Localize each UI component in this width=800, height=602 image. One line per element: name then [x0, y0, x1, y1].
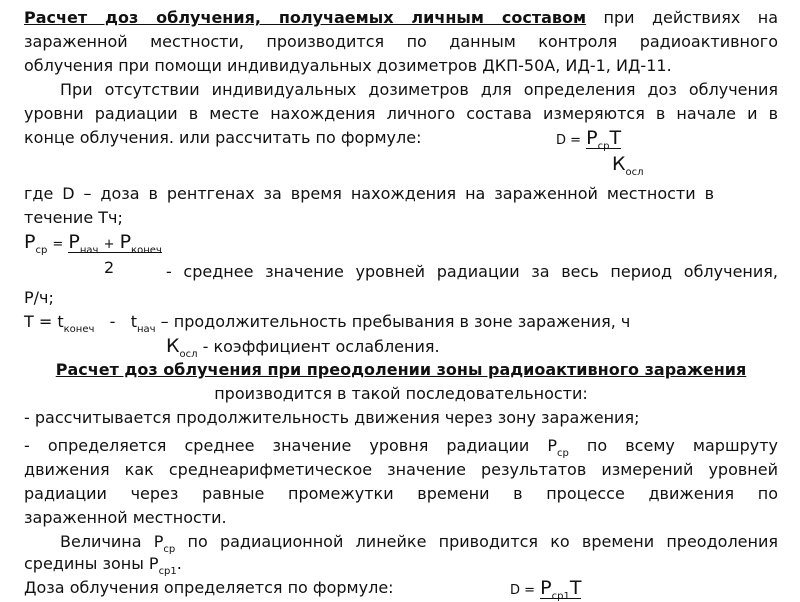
section2-p3-line2	[24, 554, 778, 577]
formula1-p: Р	[586, 127, 598, 149]
kcoef-k: К	[166, 335, 180, 357]
tdur-t1-sub: конеч	[63, 324, 95, 335]
pavg-unit: Р/ч;	[24, 288, 54, 307]
p3-line2-end: .	[176, 554, 182, 573]
para1-title: Расчет доз облучения, получаемых личным составом	[24, 8, 587, 27]
para2-line1: При отсутствии индивидуальных дозиметров для определения доз облучения	[60, 80, 778, 99]
pavg-p: Р	[24, 231, 36, 253]
bullet2-sub: ср	[557, 448, 569, 459]
kcoef-description: - коэффициент ослабления.	[202, 337, 440, 356]
formula1-t: Т	[609, 127, 622, 149]
pavg-sub-start: нач	[79, 245, 99, 256]
pavg-p-start: Р	[68, 231, 80, 253]
pavg-p-sub: ср	[35, 245, 48, 256]
p3-text-a: Величина Р	[60, 532, 164, 551]
section2-last-line: Доза облучения определяется по формуле:	[24, 578, 394, 597]
formula2-sub: ср1	[551, 591, 570, 602]
pavg-p-end: Р	[119, 231, 132, 253]
formula1-lhs: D =	[556, 133, 582, 148]
p3-line2-sub: ср1	[158, 566, 177, 577]
bullet2-text-b: по всему маршруту	[568, 436, 779, 455]
section2-bullet2-line1	[24, 436, 778, 459]
tdur-t: Т =	[24, 312, 53, 331]
where-line2: течение Тч;	[24, 208, 123, 227]
formula2-lhs: D =	[510, 583, 536, 598]
tdur-description: – продолжительность пребывания в зоне заражения, ч	[160, 312, 631, 331]
para2-line2: уровни радиации в месте нахождения личного состава измеряются в начале и в	[24, 104, 778, 123]
tdur-minus: -	[109, 312, 116, 331]
bullet2-text-a: - определяется среднее значение уровня радиации Р	[24, 436, 558, 455]
tdur-t2: t	[130, 312, 137, 331]
formula1-k-sub: осл	[625, 167, 644, 178]
formula2-t: Т	[569, 577, 582, 599]
pavg-denominator: 2	[104, 258, 115, 277]
formula2-p: Р	[540, 577, 552, 599]
pavg-formula	[24, 232, 162, 256]
pavg-eq: =	[52, 237, 64, 252]
formula1-k: К	[612, 153, 626, 175]
para1-line2: зараженной местности, производится по данным контроля радиоактивного	[24, 32, 778, 51]
section2-bullet2-line2: движения как среднеарифметическое значение результатов измерений уровней	[24, 460, 778, 479]
tdur-t1: t	[57, 312, 64, 331]
para2-line3: конце облучения. или рассчитать по формуле:	[24, 128, 422, 147]
para1-line3: облучения при помощи индивидуальных дозиметров ДКП-50А, ИД-1, ИД-11.	[24, 56, 672, 75]
para1-line1	[24, 8, 778, 28]
section2-bullet2-line3: радиации через равные промежутки времени в процессе движения по	[24, 484, 778, 503]
kcoef-k-sub: осл	[179, 349, 198, 360]
p3-text-b: по радиационной линейке приводится ко времени преодоления	[175, 532, 778, 551]
p3-sub: ср	[163, 544, 176, 555]
section2-bullet1: - рассчитывается продолжительность движения через зону заражения;	[24, 408, 640, 427]
section2-title: Расчет доз облучения при преодолении зоны радиоактивного заражения	[55, 360, 747, 379]
tdur-t2-sub: нач	[137, 324, 156, 335]
para1-line1-rest: при действиях на	[586, 8, 778, 27]
section2-subtitle: производится в такой последовательности:	[214, 384, 588, 403]
formula1-p-sub: ср	[597, 141, 610, 152]
kcoef-line	[166, 336, 440, 360]
section2-p3-line1	[60, 532, 778, 555]
section2-bullet2-line4: зараженной местности.	[24, 508, 227, 527]
where-line1: где D – доза в рентгенах за время нахождения на зараженной местности в	[24, 184, 714, 203]
formula1-denominator	[612, 154, 644, 178]
formula1-numerator	[556, 128, 621, 152]
pavg-description: - среднее значение уровней радиации за весь период облучения,	[166, 262, 778, 281]
p3-line2-text: средины зоны Р	[24, 554, 159, 573]
tdur-formula	[24, 312, 630, 335]
pavg-sub-end: конеч	[131, 245, 162, 256]
formula2	[510, 578, 581, 602]
pavg-plus: +	[103, 237, 115, 252]
